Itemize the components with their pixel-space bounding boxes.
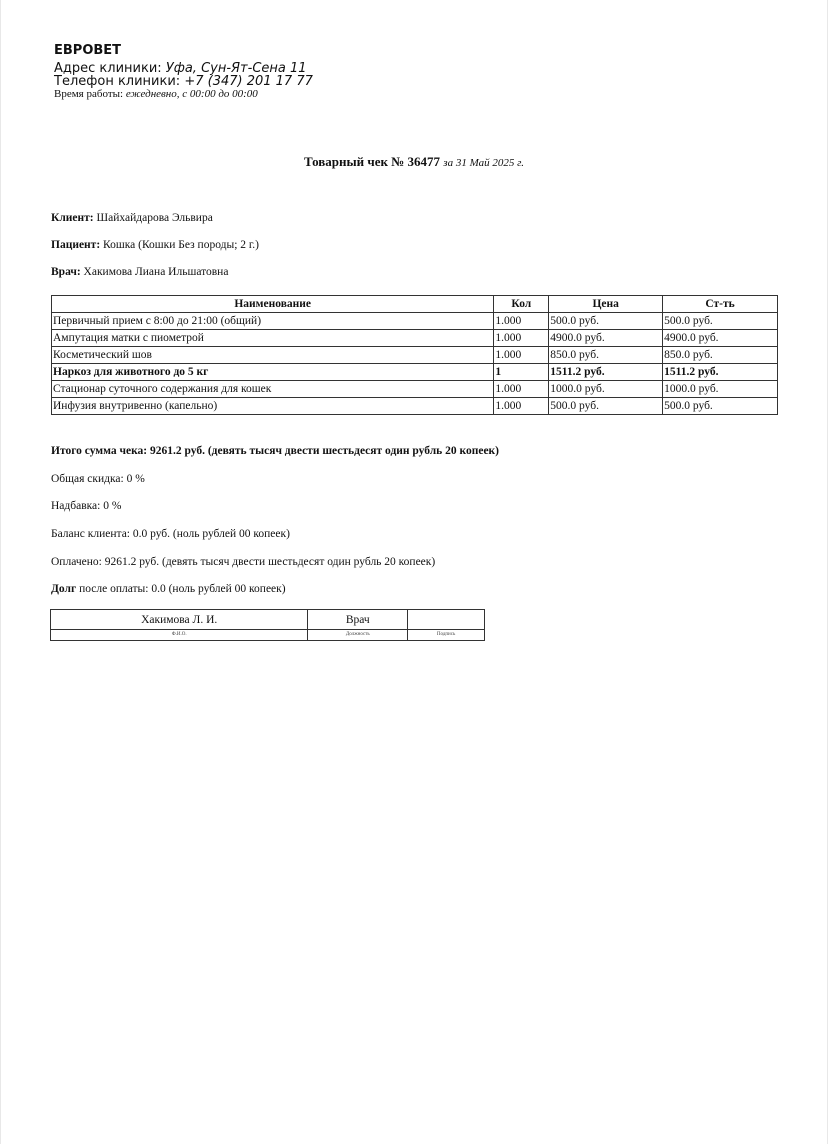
item-name: Стационар суточного содержания для кошек [52,381,494,398]
header-qty: Кол [494,296,549,313]
signature-field-caption: Подпись [408,630,485,641]
debt-label: Долг [51,583,77,595]
item-price: 500.0 руб. [549,398,663,415]
clinic-phone: +7 (347) 201 17 77 [184,74,313,89]
header-total: Ст-ть [663,296,778,313]
doctor-line [51,266,228,278]
client-name: Шайхайдарова Эльвира [96,212,213,224]
item-price: 1000.0 руб. [549,381,663,398]
table-row [52,313,778,330]
item-name: Ампутация матки с пиометрой [52,330,494,347]
patient-name: Кошка (Кошки Без породы; 2 г.) [103,239,260,251]
item-price: 500.0 руб. [549,313,663,330]
item-qty: 1.000 [494,398,549,415]
client-balance: Баланс клиента: 0.0 руб. (ноль рублей 00 копеек) [51,528,290,540]
debt-line [51,583,286,595]
table-row [52,381,778,398]
item-total: 4900.0 руб. [663,330,778,347]
receipt-title [0,154,828,170]
paid-amount: Оплачено: 9261.2 руб. (девять тысяч двести шестьдесят один рубль 20 копеек) [51,556,436,568]
client-line [51,212,213,224]
header-price: Цена [549,296,663,313]
item-total: 500.0 руб. [663,398,778,415]
discount: Общая скидка: 0 % [51,473,145,485]
clinic-phone-label: Телефон клиники: [54,74,181,89]
clinic-hours-label: Время работы: [54,88,124,100]
clinic-address-label: Адрес клиники: [54,61,162,76]
patient-line [51,239,259,251]
clinic-header [54,44,313,101]
item-qty: 1.000 [494,381,549,398]
signature-name-caption: Ф.И.О. [51,630,308,641]
signature-name: Хакимова Л. И. [51,610,308,630]
signature-table [50,609,485,641]
table-row [52,347,778,364]
item-total: 1511.2 руб. [663,364,778,381]
item-price: 4900.0 руб. [549,330,663,347]
debt-value: после оплаты: 0.0 (ноль рублей 00 копеек) [76,583,286,595]
clinic-name: ЕВРОВЕТ [54,43,122,58]
item-total: 500.0 руб. [663,313,778,330]
item-name: Первичный прием с 8:00 до 21:00 (общий) [52,313,494,330]
table-row [52,364,778,381]
item-name: Косметический шов [52,347,494,364]
item-price: 850.0 руб. [549,347,663,364]
patient-label: Пациент: [51,239,101,251]
items-table [51,295,778,415]
doctor-label: Врач: [51,266,81,278]
client-label: Клиент: [51,212,94,224]
item-qty: 1.000 [494,347,549,364]
receipt-date: за 31 Май 2025 г. [443,157,524,169]
signature-field [408,610,485,630]
signature-position-caption: Должность [308,630,408,641]
item-name: Инфузия внутривенно (капельно) [52,398,494,415]
receipt-number: Товарный чек № 36477 [303,154,441,169]
clinic-address: Уфа, Сун-Ят-Сена 11 [165,61,307,76]
signature-position: Врач [308,610,408,630]
item-name: Наркоз для животного до 5 кг [52,364,494,381]
item-total: 850.0 руб. [663,347,778,364]
item-qty: 1 [494,364,549,381]
clinic-hours: ежедневно, с 00:00 до 00:00 [125,88,258,100]
item-total: 1000.0 руб. [663,381,778,398]
doctor-name: Хакимова Лиана Ильшатовна [83,266,229,278]
table-row [52,398,778,415]
table-row [52,330,778,347]
page-left-edge [0,0,1,1144]
item-price: 1511.2 руб. [549,364,663,381]
markup: Надбавка: 0 % [51,500,122,512]
items-header-row [52,296,778,313]
item-qty: 1.000 [494,313,549,330]
total-sum: Итого сумма чека: 9261.2 руб. (девять тысяч двести шестьдесят один рубль 20 копеек) [51,445,500,457]
item-qty: 1.000 [494,330,549,347]
header-name: Наименование [52,296,494,313]
